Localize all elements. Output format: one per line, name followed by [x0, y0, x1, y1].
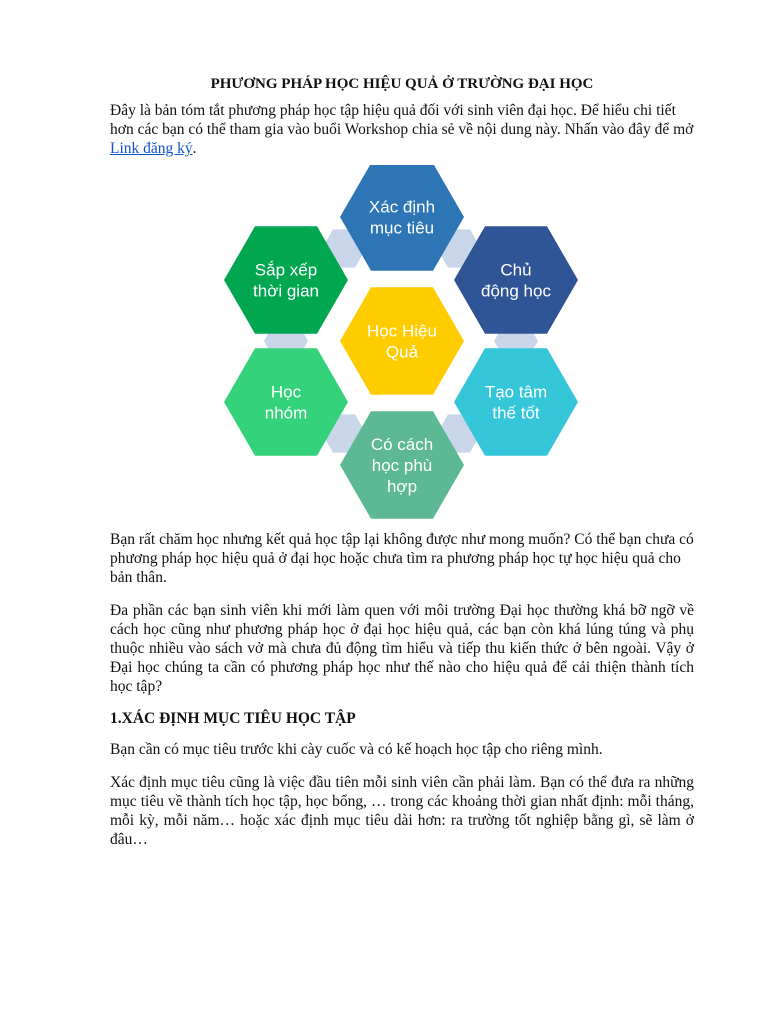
- hexagon-center: [340, 287, 464, 394]
- hexagon-diagram: [220, 165, 582, 520]
- registration-link[interactable]: Link đăng ký: [110, 140, 193, 157]
- hexagon-label-bottom-2: hợp: [386, 477, 418, 496]
- hexagon-label-lower-left-0: Học: [270, 382, 302, 402]
- hexagon-label-upper-right-0: Chủ: [500, 260, 532, 280]
- hexagon-label-upper-left-1: thời gian: [253, 281, 319, 301]
- section-heading: 1.XÁC ĐỊNH MỤC TIÊU HỌC TẬP: [110, 710, 356, 727]
- hexagon-label-center-0: Học Hiệu: [367, 321, 437, 341]
- hexagon-label-bottom-0: Có cách: [370, 435, 434, 454]
- document-title: PHƯƠNG PHÁP HỌC HIỆU QUẢ Ở TRƯỜNG ĐẠI HỌC: [210, 76, 594, 92]
- hexagon-label-top-0: Xác định: [368, 197, 436, 217]
- hexagon-label-bottom-1: học phù: [371, 456, 433, 475]
- intro-paragraph: [110, 101, 694, 158]
- hexagon-label-upper-left-0: Sắp xếp: [254, 260, 318, 280]
- paragraph-1: Bạn rất chăm học nhưng kết quả học tập lại không được như mong muốn? Có thể bạn chưa có phương pháp học hiệu quả ở đại học hoặc chưa tìm ra phương pháp học tự học hiệu quả cho bản thân.: [110, 531, 694, 586]
- hexagon-label-lower-right-1: thế tốt: [492, 403, 540, 423]
- hexagon-label-top-1: mục tiêu: [369, 218, 435, 238]
- section-paragraph-1: Bạn cần có mục tiêu trước khi cày cuốc và có kế hoạch học tập cho riêng mình.: [110, 741, 603, 758]
- paragraph-2: Đa phần các bạn sinh viên khi mới làm quen với môi trường Đại học thường khá bỡ ngỡ về cách học cũng như phương pháp học ở đại học hiệu quả, các bạn còn khá lúng túng và phụ thuộc nhiều vào sách vở mà chưa đủ động tìm hiểu và tiếp thu kiến thức ở bên ngoài. Vậy ở Đại học chúng ta cần có phương pháp học như thế nào cho hiệu quả để cải thiện thành tích học tập?: [110, 602, 694, 695]
- intro-text-end: .: [192, 140, 197, 157]
- hexagon-label-lower-left-1: nhóm: [264, 403, 308, 423]
- hexagon-diagram-svg: [220, 165, 582, 520]
- section-paragraph-2: Xác định mục tiêu cũng là việc đầu tiên mỗi sinh viên cần phải làm. Bạn có thể đưa ra những mục tiêu về thành tích học tập, học bổng, … trong các khoảng thời gian nhất định: mỗi tháng, mỗi kỳ, mỗi năm… hoặc xác định mục tiêu dài hơn: ra trường tốt nghiệp bằng gì, sẽ làm ở đâu…: [110, 774, 694, 848]
- intro-text: Đây là bản tóm tắt phương pháp học tập hiệu quả đối với sinh viên đại học. Để hiểu chi tiết hơn các bạn có thể tham gia vào buổi Workshop chia sẻ về nội dung này. Nhấn vào đây để mở: [110, 102, 694, 138]
- hexagon-shape-center: [340, 287, 464, 394]
- hexagon-label-center-1: Quả: [385, 342, 419, 362]
- hexagon-label-lower-right-0: Tạo tâm: [484, 382, 548, 402]
- hexagon-label-upper-right-1: động học: [481, 281, 551, 301]
